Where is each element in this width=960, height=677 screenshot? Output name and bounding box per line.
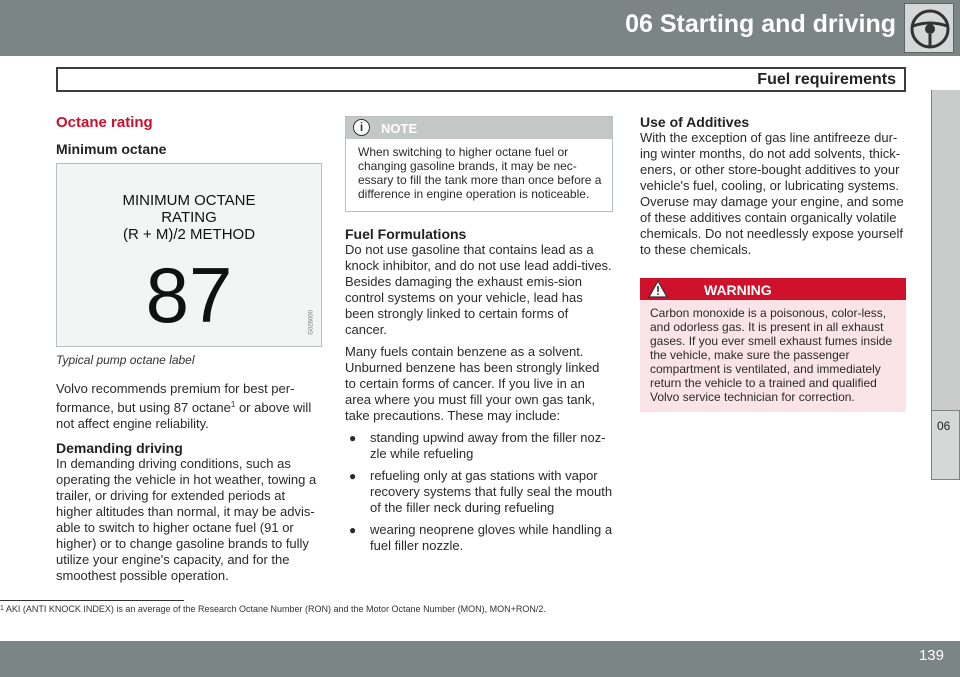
section-title: Fuel requirements bbox=[757, 71, 896, 88]
octane-rating-heading: Octane rating bbox=[56, 114, 153, 131]
use-of-additives-heading: Use of Additives bbox=[640, 114, 750, 130]
list-item bbox=[345, 522, 613, 554]
figure-caption: Typical pump octane label bbox=[56, 353, 195, 367]
section-title-bar bbox=[56, 67, 906, 92]
pump-label-line-1: MINIMUM OCTANE bbox=[122, 192, 256, 209]
footnote-text: AKI (ANTI KNOCK INDEX) is an average of the Research Octane Number (RON) and the Motor Octane Number (MON), MON+RON/2. bbox=[5, 604, 546, 614]
warning-text: Carbon monoxide is a poisonous, color-less, and odorless gas. It is present in all exhaust gases. If you ever smell exhaust fumes inside the vehicle, make sure the passenger compartment is ventilated, and immediately return the vehicle to a trained and qualified Volvo service technician for correction. bbox=[650, 306, 893, 404]
note-header bbox=[346, 117, 612, 139]
list-item bbox=[345, 468, 613, 516]
warning-box bbox=[640, 278, 906, 412]
pump-label-line-2: RATING bbox=[161, 209, 217, 226]
fuel-formulations-heading: Fuel Formulations bbox=[345, 226, 467, 242]
fuel-formulations-paragraph: Do not use gasoline that contains lead as a knock inhibitor, and do not use lead addi-tives. Besides damaging the exhaust emis-sion control systems on your vehicle, lead has been strongly linked to certain forms of cancer. bbox=[345, 242, 612, 337]
list-item-text: refueling only at gas stations with vapor recovery systems that fully seal the mouth of the filler neck during refueling bbox=[370, 468, 613, 515]
list-item bbox=[345, 430, 613, 462]
benzene-paragraph: Many fuels contain benzene as a solvent. Unburned benzene has been strongly linked to certain forms of cancer. If you live in an area where you must fill your own gas tank, take precautions. These may include: bbox=[345, 344, 600, 423]
minimum-octane-heading: Minimum octane bbox=[56, 141, 167, 157]
recommendation-paragraph bbox=[56, 381, 322, 432]
pump-label-line-3: (R + M)/2 METHOD bbox=[122, 226, 256, 243]
list-item-text: standing upwind away from the filler noz-zle while refueling bbox=[370, 430, 606, 461]
footer-band bbox=[0, 641, 960, 677]
chapter-title: 06 Starting and driving bbox=[625, 10, 896, 38]
note-box bbox=[345, 116, 613, 212]
warning-title: WARNING bbox=[704, 282, 772, 298]
bullet-icon: ● bbox=[349, 523, 357, 537]
chapter-tab-label: 06 bbox=[937, 419, 951, 433]
figure-code: G026000 bbox=[309, 310, 315, 335]
middle-column bbox=[345, 112, 613, 560]
info-icon: i bbox=[353, 119, 370, 136]
footnote bbox=[0, 604, 546, 614]
pump-octane-label-figure bbox=[56, 163, 322, 347]
bullet-icon: ● bbox=[349, 431, 357, 445]
additives-paragraph: With the exception of gas line antifreeze dur-ing winter months, do not add solvents, thick-eners, or other store-bought additives to your vehicle's fuel, cooling, or lubricating systems. Overuse may damage your engine, and some of these additives contain organically volatile chemicals. Do not needlessly expose yourself to these chemicals. bbox=[640, 130, 904, 257]
demanding-driving-heading: Demanding driving bbox=[56, 440, 183, 456]
bullet-icon: ● bbox=[349, 469, 357, 483]
warning-triangle-icon bbox=[648, 280, 668, 298]
page-number: 139 bbox=[918, 647, 944, 664]
footnote-reference: 1 bbox=[230, 400, 236, 409]
left-column bbox=[56, 110, 322, 584]
precautions-list bbox=[345, 430, 613, 554]
recommendation-text-end: or above will not affect engine reliability. bbox=[56, 400, 312, 431]
steering-wheel-icon bbox=[904, 3, 954, 53]
right-column bbox=[640, 112, 906, 412]
pump-label-octane-number: 87 bbox=[145, 251, 233, 339]
list-item-text: wearing neoprene gloves while handling a fuel filler nozzle. bbox=[370, 522, 613, 553]
warning-header bbox=[640, 278, 906, 300]
demanding-driving-paragraph: In demanding driving conditions, such as operating the vehicle in hot weather, towing a trailer, or driving for extended periods at higher altitudes than normal, it may be advis-able to switch to higher octane fuel (91 or higher) or to change gasoline brands to fully utilize your engine's capacity, and for the smoothest possible operation. bbox=[56, 456, 317, 583]
footnote-rule bbox=[0, 600, 184, 601]
footnote-marker: 1 bbox=[0, 605, 4, 612]
note-text: When switching to higher octane fuel or changing gasoline brands, it may be nec-essary to fill the tank more than once before a difference in engine operation is noticeable. bbox=[358, 145, 602, 201]
note-title: NOTE bbox=[381, 121, 418, 136]
recommendation-text-start: Volvo recommends premium for best per-formance, but using 87 octane bbox=[56, 381, 295, 415]
